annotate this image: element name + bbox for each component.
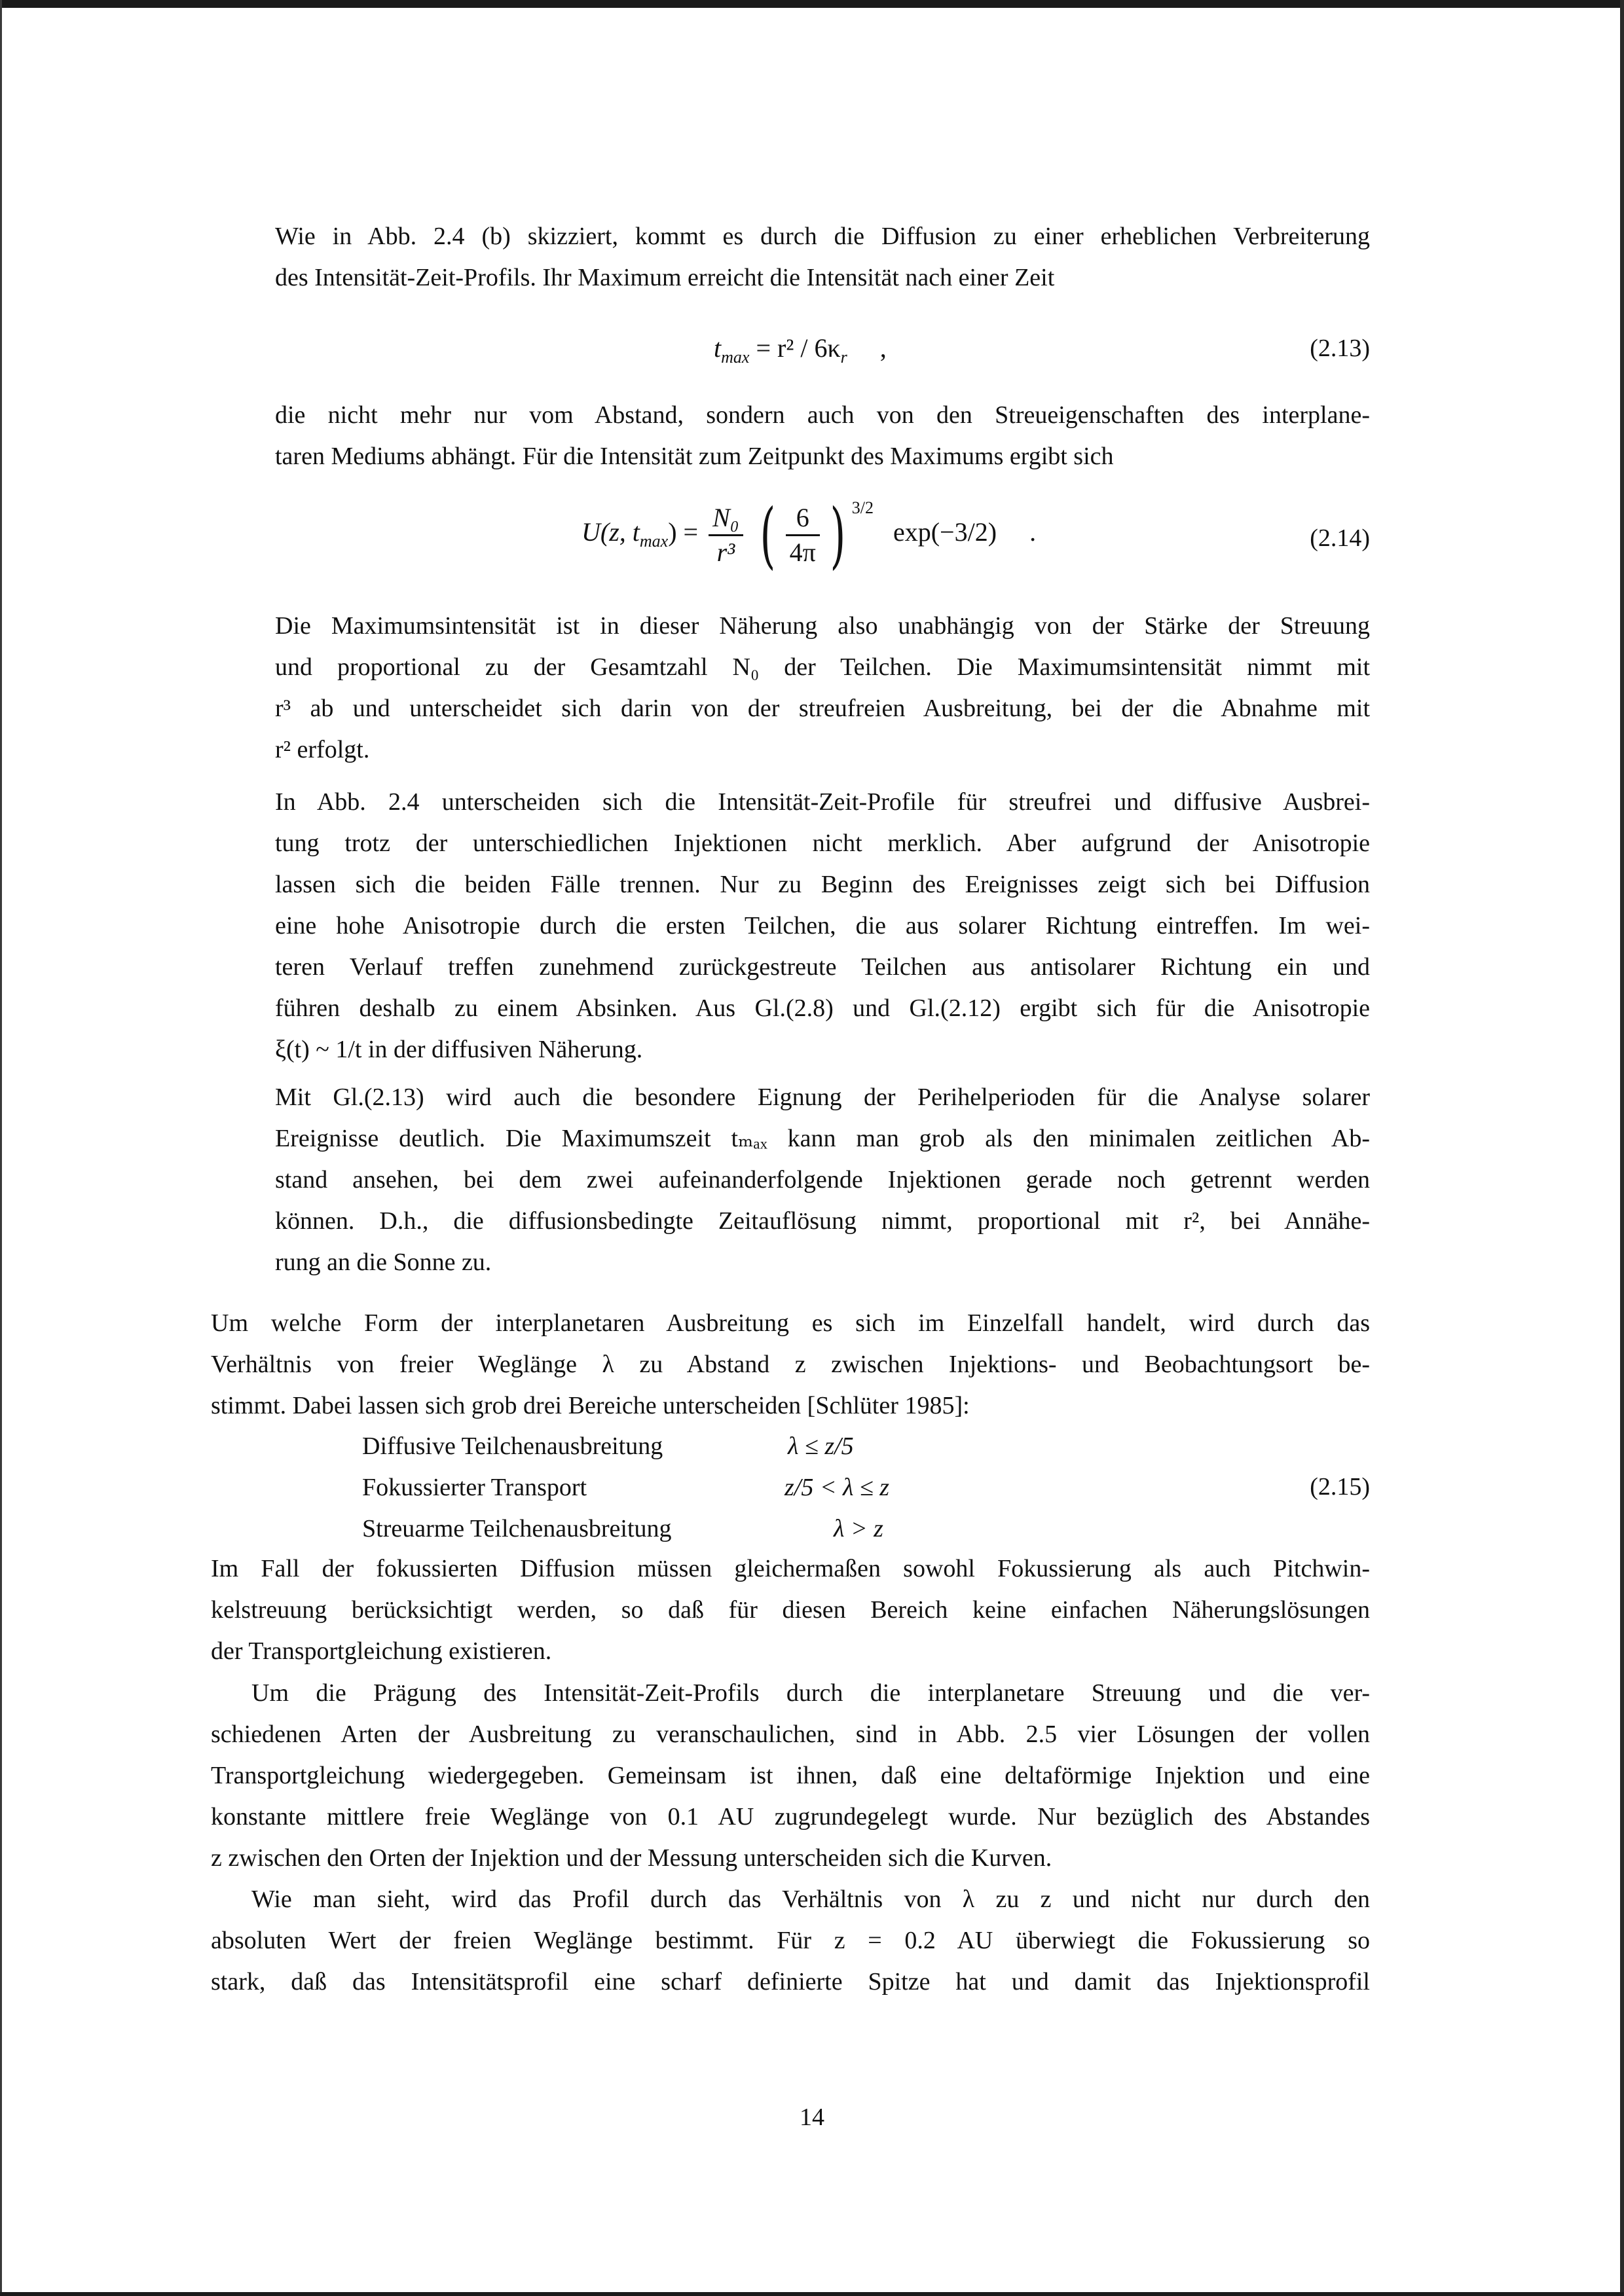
- equation-number-2-14: (2.14): [1310, 524, 1370, 552]
- text-line: r³ ab und unterscheidet sich darin von der streufreien Ausbreitung, bei der die Abnahme mit: [275, 695, 1370, 722]
- paragraph-perihelion: [275, 1077, 1370, 1283]
- text-line: r² erfolgt.: [275, 736, 370, 763]
- text-line: In Abb. 2.4 unterscheiden sich die Intensität-Zeit-Profile für streufrei und diffusive Ausbrei-: [275, 788, 1370, 816]
- text-line: stimmt. Dabei lassen sich grob drei Bereiche unterscheiden [Schlüter 1985]:: [211, 1392, 970, 1419]
- text-line: rung an die Sonne zu.: [275, 1248, 492, 1276]
- text-line: Transportgleichung wiedergegeben. Gemeinsam ist ihnen, daß eine deltaförmige Injektion und eine: [211, 1762, 1370, 1789]
- equation-lhs: U(z, t: [581, 517, 640, 547]
- text-line: lassen sich die beiden Fälle trennen. Nur zu Beginn des Ereignisses zeigt sich bei Diffusion: [275, 871, 1370, 898]
- regime-condition: z/5 < λ ≤ z: [784, 1474, 890, 1501]
- fraction-numerator: 6: [786, 501, 820, 536]
- text-line: Mit Gl.(2.13) wird auch die besondere Eignung der Perihelperioden für die Analyse solarer: [275, 1084, 1370, 1111]
- paragraph-scattering-dependence: [275, 395, 1370, 477]
- paragraph-focused-diffusion: [211, 1548, 1370, 1672]
- equation-2-14: [581, 493, 1037, 577]
- equation-exp-term: exp(−3/2): [893, 517, 997, 547]
- paragraph-diffusion-broadening: [275, 216, 1370, 299]
- text-line: schiedenen Arten der Ausbreitung zu veranschaulichen, sind in Abb. 2.5 vier Lösungen der vollen: [211, 1721, 1370, 1748]
- equation-rhs: = r² / 6κ: [756, 333, 841, 363]
- equation-lhs-subscript: max: [721, 348, 750, 367]
- text-line: Wie in Abb. 2.4 (b) skizziert, kommt es durch die Diffusion zu einer erheblichen Verbreiterung: [275, 223, 1370, 250]
- paragraph-profile-ratio: [211, 1879, 1370, 2003]
- text-line: die nicht mehr nur vom Abstand, sondern auch von den Streueigenschaften des interplane-: [275, 401, 1370, 429]
- text-line: stark, daß das Intensitätsprofil eine scharf definierte Spitze hat und damit das Injektionsprofil: [211, 1968, 1370, 1995]
- paragraph-anisotropy: [275, 782, 1370, 1070]
- equation-terminator: .: [1029, 517, 1037, 547]
- text-line: Im Fall der fokussierten Diffusion müssen gleichermaßen sowohl Fokussierung als auch Pitchwin-: [211, 1555, 1370, 1582]
- regime-name: Diffusive Teilchenausbreitung: [362, 1432, 663, 1460]
- equation-exponent: 3/2: [851, 498, 874, 517]
- text-line: Verhältnis von freier Weglänge λ zu Abstand z zwischen Injektions- und Beobachtungsort be-: [211, 1351, 1370, 1378]
- regime-name: Fokussierter Transport: [362, 1474, 587, 1501]
- equation-lhs: t: [714, 333, 722, 363]
- text-line: und proportional zu der Gesamtzahl N₀ der Teilchen. Die Maximumsintensität nimmt mit: [275, 653, 1370, 681]
- text-line: tung trotz der unterschiedlichen Injektionen nicht merklich. Aber aufgrund der Anisotropie: [275, 829, 1370, 857]
- equation-number-2-15: (2.15): [1310, 1473, 1370, 1501]
- regime-condition: λ > z: [834, 1515, 883, 1542]
- equation-2-13: [714, 329, 887, 368]
- right-parenthesis: ): [830, 493, 846, 577]
- fraction-numerator: N₀: [709, 501, 743, 536]
- text-line: Um welche Form der interplanetaren Ausbreitung es sich im Einzelfall handelt, wird durch das: [211, 1309, 1370, 1337]
- regime-condition: λ ≤ z/5: [788, 1432, 854, 1460]
- text-line: Ereignisse deutlich. Die Maximumszeit tₘₐₓ kann man grob als den minimalen zeitlichen Ab-: [275, 1125, 1370, 1152]
- paragraph-maximum-intensity: [275, 606, 1370, 771]
- text-line: eine hohe Anisotropie durch die ersten Teilchen, die aus solarer Richtung eintreffen. Im wei-: [275, 912, 1370, 939]
- text-line: z zwischen den Orten der Injektion und der Messung unterscheiden sich die Kurven.: [211, 1844, 1052, 1872]
- paragraph-transport-solutions: [211, 1673, 1370, 1879]
- text-line: konstante mittlere freie Weglänge von 0.1 AU zugrundegelegt wurde. Nur bezüglich des Abstandes: [211, 1803, 1370, 1831]
- fraction-n0-over-r3: [709, 501, 743, 569]
- equation-lhs-subscript: max: [639, 532, 669, 551]
- text-line: der Transportgleichung existieren.: [211, 1637, 552, 1665]
- paragraph-propagation-regimes: [211, 1303, 1370, 1427]
- equation-separator: ,: [879, 333, 887, 363]
- text-line: des Intensität-Zeit-Profils. Ihr Maximum erreicht die Intensität nach einer Zeit: [275, 264, 1055, 291]
- equation-rhs-subscript: r: [840, 348, 847, 367]
- fraction-denominator: r³: [716, 537, 735, 567]
- equation-lhs-close: ) =: [668, 517, 699, 547]
- fraction-denominator: 4π: [789, 537, 816, 567]
- text-line: stand ansehen, bei dem zwei aufeinanderfolgende Injektionen gerade noch getrennt werden: [275, 1166, 1370, 1194]
- equation-number-2-13: (2.13): [1310, 335, 1370, 362]
- left-parenthesis: (: [760, 493, 775, 577]
- fraction-6-over-4pi: [786, 501, 820, 569]
- text-line: Die Maximumsintensität ist in dieser Näherung also unabhängig von der Stärke der Streuung: [275, 612, 1370, 640]
- page-number: 14: [800, 2104, 824, 2131]
- text-line: taren Mediums abhängt. Für die Intensität zum Zeitpunkt des Maximums ergibt sich: [275, 443, 1114, 470]
- text-line: Wie man sieht, wird das Profil durch das Verhältnis von λ zu z und nicht nur durch den: [251, 1886, 1370, 1913]
- text-line: Um die Prägung des Intensität-Zeit-Profils durch die interplanetare Streuung und die ver-: [251, 1679, 1370, 1707]
- text-line: absoluten Wert der freien Weglänge bestimmt. Für z = 0.2 AU überwiegt die Fokussierung so: [211, 1927, 1370, 1954]
- text-line: führen deshalb zu einem Absinken. Aus Gl.(2.8) und Gl.(2.12) ergibt sich für die Anisotropie: [275, 994, 1370, 1022]
- regime-name: Streuarme Teilchenausbreitung: [362, 1515, 672, 1542]
- text-line: können. D.h., die diffusionsbedingte Zeitauflösung nimmt, proportional mit r², bei Annähe-: [275, 1207, 1370, 1235]
- text-line: teren Verlauf treffen zunehmend zurückgestreute Teilchen aus antisolarer Richtung ein und: [275, 953, 1370, 981]
- text-line: kelstreuung berücksichtigt werden, so daß für diesen Bereich keine einfachen Näherungslösungen: [211, 1596, 1370, 1624]
- text-line: ξ(t) ~ 1/t in der diffusiven Näherung.: [275, 1036, 643, 1063]
